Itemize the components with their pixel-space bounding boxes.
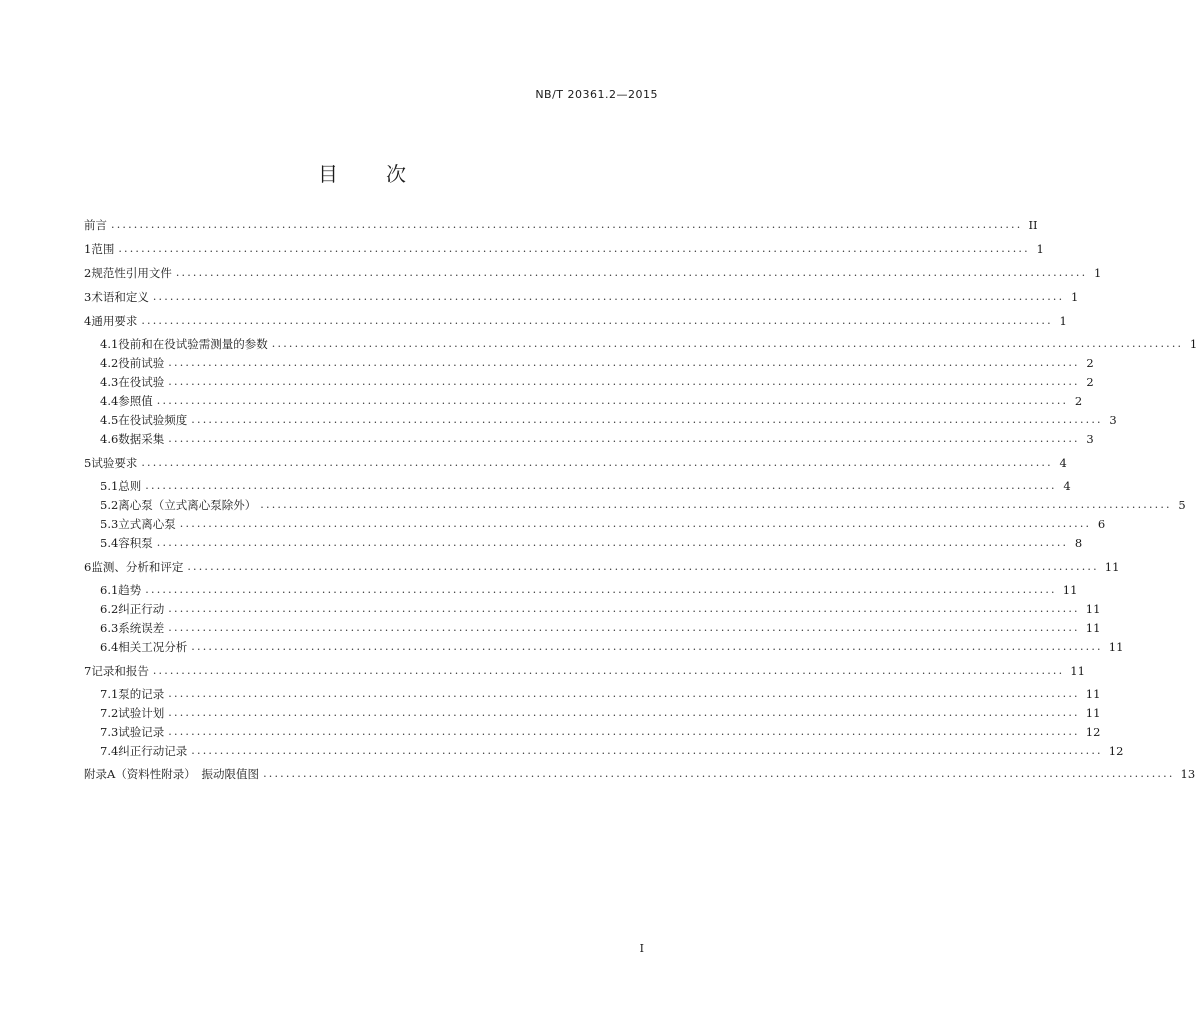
toc-leader-dots: ................................................................................................................................................................ (156, 536, 1069, 549)
toc-leader-dots: ................................................................................................................................................................ (118, 242, 1030, 255)
toc-entry-page: 6 (1097, 517, 1106, 531)
toc-entry-page: 3 (1086, 432, 1094, 446)
toc-leader-dots: ................................................................................................................................................................ (145, 583, 1057, 596)
toc-entry-label: 试验记录 (118, 725, 165, 739)
toc-entry-number: 7.1 (100, 687, 119, 701)
toc-entry[interactable] (100, 686, 1101, 702)
toc-entry-number: 2 (84, 266, 92, 280)
toc-entry-number: 4.5 (100, 413, 119, 427)
toc-entry[interactable] (100, 705, 1101, 721)
toc-entry-page: 12 (1108, 744, 1124, 758)
toc-entry[interactable] (100, 743, 1124, 759)
toc-entry-label: 系统误差 (118, 621, 165, 635)
toc-entry-page: 11 (1070, 664, 1085, 678)
toc-entry-page: 1 (1070, 290, 1079, 304)
toc-entry-number: 7.3 (100, 725, 119, 739)
toc-entry-page: 1 (1093, 266, 1102, 280)
toc-entry[interactable] (100, 336, 1197, 352)
toc-entry-label: 试验要求 (91, 456, 138, 470)
toc-entry[interactable] (84, 289, 1079, 305)
toc-entry[interactable] (100, 535, 1083, 551)
toc-entry-number: 7.2 (100, 706, 119, 720)
toc-entry-number: 4.1 (100, 337, 119, 351)
toc-entry-label: 参照值 (118, 394, 153, 408)
toc-entry-number: 5.4 (100, 536, 119, 550)
toc-entry-number: 1 (84, 242, 92, 256)
toc-entry-label: 在役试验 (118, 375, 165, 389)
toc-entry-page: 1 (1036, 242, 1044, 256)
toc-leader-dots: ................................................................................................................................................................ (111, 218, 1023, 231)
toc-leader-dots: ................................................................................................................................................................ (260, 498, 1172, 511)
toc-entry-page: 11 (1085, 687, 1101, 701)
toc-entry-page: 2 (1086, 375, 1094, 389)
toc-entry[interactable] (100, 412, 1117, 428)
toc-leader-dots: ................................................................................................................................................................ (191, 413, 1103, 426)
toc-entry-number: 4 (84, 314, 92, 328)
toc-entry-page: 1 (1059, 314, 1067, 328)
toc-entry-label: 规范性引用文件 (91, 266, 172, 280)
toc-entry-page: 11 (1085, 602, 1101, 616)
toc-entry[interactable] (100, 374, 1094, 390)
toc-entry[interactable] (84, 313, 1067, 329)
toc-entry[interactable] (84, 455, 1067, 471)
toc-leader-dots: ................................................................................................................................................................ (168, 432, 1080, 445)
toc-entry-page: 4 (1063, 479, 1071, 493)
toc-entry-label: 纠正行动 (118, 602, 165, 616)
toc-entry-page: 2 (1074, 394, 1083, 408)
toc-leader-dots: ................................................................................................................................................................ (168, 602, 1080, 615)
toc-entry-page: 5 (1178, 498, 1186, 512)
title-part-2: 次 (386, 162, 406, 186)
toc-entry[interactable] (100, 497, 1186, 513)
toc-entry-page: 11 (1085, 621, 1101, 635)
toc-entry-label: 泵的记录 (118, 687, 165, 701)
toc-entry-page: 1 (1189, 337, 1197, 351)
toc-entry-page: 11 (1085, 706, 1101, 720)
toc-leader-dots: ................................................................................................................................................................ (152, 664, 1065, 677)
title-part-1: 目 (318, 162, 338, 186)
toc-leader-dots: ................................................................................................................................................................ (168, 725, 1080, 738)
standard-code: NB/T 20361.2—2015 (535, 88, 658, 101)
toc-leader-dots: ................................................................................................................................................................ (145, 479, 1057, 492)
toc-entry[interactable] (100, 639, 1124, 655)
toc-entry-page: 4 (1059, 456, 1067, 470)
toc-entry-label: 趋势 (118, 583, 142, 597)
toc-entry-number: 3 (84, 290, 92, 304)
toc-leader-dots: ................................................................................................................................................................ (168, 687, 1080, 700)
toc-entry-page: 3 (1109, 413, 1117, 427)
toc-entry[interactable] (100, 355, 1094, 371)
toc-entry[interactable] (84, 663, 1085, 679)
toc-entry-number: 6.2 (100, 602, 119, 616)
toc-leader-dots: ................................................................................................................................................................ (168, 356, 1080, 369)
toc-entry[interactable] (84, 265, 1102, 281)
toc-leader-dots: ................................................................................................................................................................ (191, 744, 1103, 757)
toc-entry-label: 容积泵 (118, 536, 153, 550)
toc-entry-number: 5.3 (100, 517, 119, 531)
toc-entry-page: 11 (1108, 640, 1124, 654)
toc-entry-page: 12 (1085, 725, 1101, 739)
toc-entry-label: 相关工况分析 (118, 640, 188, 654)
toc-entry-label: 总则 (118, 479, 142, 493)
toc-entry-number: 4.3 (100, 375, 119, 389)
toc-leader-dots: ................................................................................................................................................................ (152, 290, 1065, 303)
toc-entry[interactable] (100, 393, 1083, 409)
toc-entry-number: 6.1 (100, 583, 119, 597)
toc-entry[interactable] (100, 516, 1106, 532)
toc-entry-page: 2 (1086, 356, 1094, 370)
toc-entry-number: 7.4 (100, 744, 119, 758)
toc-entry[interactable] (84, 217, 1038, 233)
toc-entry-page: 8 (1074, 536, 1083, 550)
toc-entry-label: 前言 (84, 218, 107, 232)
toc-leader-dots: ................................................................................................................................................................ (168, 375, 1080, 388)
toc-entry-label: 附录A（资料性附录） 振动限值图 (84, 767, 260, 781)
toc-entry-page: 11 (1062, 583, 1078, 597)
toc-entry[interactable] (84, 766, 1196, 782)
toc-entry-label: 数据采集 (118, 432, 165, 446)
toc-entry-number: 4.6 (100, 432, 119, 446)
toc-entry-page: 13 (1180, 767, 1196, 781)
toc-entry-label: 范围 (91, 242, 115, 256)
toc-entry-label: 立式离心泵 (118, 517, 176, 531)
toc-entry-label: 役前试验 (118, 356, 165, 370)
toc-entry-number: 5 (84, 456, 92, 470)
toc-entry[interactable] (100, 478, 1071, 494)
toc-entry[interactable] (84, 241, 1044, 257)
toc-entry-label: 监测、分析和评定 (91, 560, 184, 574)
page-number: I (639, 942, 644, 955)
toc-entry[interactable] (100, 582, 1078, 598)
page-title (0, 158, 724, 187)
toc-entry-number: 4.4 (100, 394, 119, 408)
toc-leader-dots: ................................................................................................................................................................ (141, 314, 1053, 327)
toc-entry[interactable] (100, 620, 1101, 636)
toc-entry-number: 4.2 (100, 356, 119, 370)
toc-leader-dots: ................................................................................................................................................................ (179, 517, 1092, 530)
toc-entry-label: 离心泵（立式离心泵除外） (118, 498, 257, 512)
toc-entry-number: 6.4 (100, 640, 119, 654)
toc-entry-label: 通用要求 (91, 314, 138, 328)
toc-entry-label: 役前和在役试验需测量的参数 (118, 337, 268, 351)
toc-leader-dots: ................................................................................................................................................................ (271, 337, 1184, 350)
toc-entry[interactable] (84, 559, 1120, 575)
toc-entry-label: 术语和定义 (91, 290, 149, 304)
toc-leader-dots: ................................................................................................................................................................ (168, 706, 1080, 719)
toc-entry-page: II (1028, 218, 1038, 232)
toc-leader-dots: ................................................................................................................................................................ (168, 621, 1080, 634)
toc-leader-dots: ................................................................................................................................................................ (175, 266, 1088, 279)
toc-entry[interactable] (100, 724, 1101, 740)
toc-leader-dots: ................................................................................................................................................................ (191, 640, 1103, 653)
toc-entry[interactable] (100, 431, 1094, 447)
toc-entry-number: 5.2 (100, 498, 119, 512)
toc-entry-number: 7 (84, 664, 92, 678)
toc-entry-number: 5.1 (100, 479, 119, 493)
toc-entry-label: 试验计划 (118, 706, 165, 720)
toc-entry[interactable] (100, 601, 1101, 617)
toc-leader-dots: ................................................................................................................................................................ (263, 767, 1175, 780)
toc-entry-number: 6.3 (100, 621, 119, 635)
toc-entry-label: 记录和报告 (91, 664, 149, 678)
toc-entry-number: 6 (84, 560, 92, 574)
toc-entry-label: 纠正行动记录 (118, 744, 188, 758)
toc-leader-dots: ................................................................................................................................................................ (141, 456, 1053, 469)
toc-entry-page: 11 (1104, 560, 1120, 574)
toc-leader-dots: ................................................................................................................................................................ (187, 560, 1099, 573)
toc-leader-dots: ................................................................................................................................................................ (156, 394, 1069, 407)
toc-entry-label: 在役试验频度 (118, 413, 188, 427)
